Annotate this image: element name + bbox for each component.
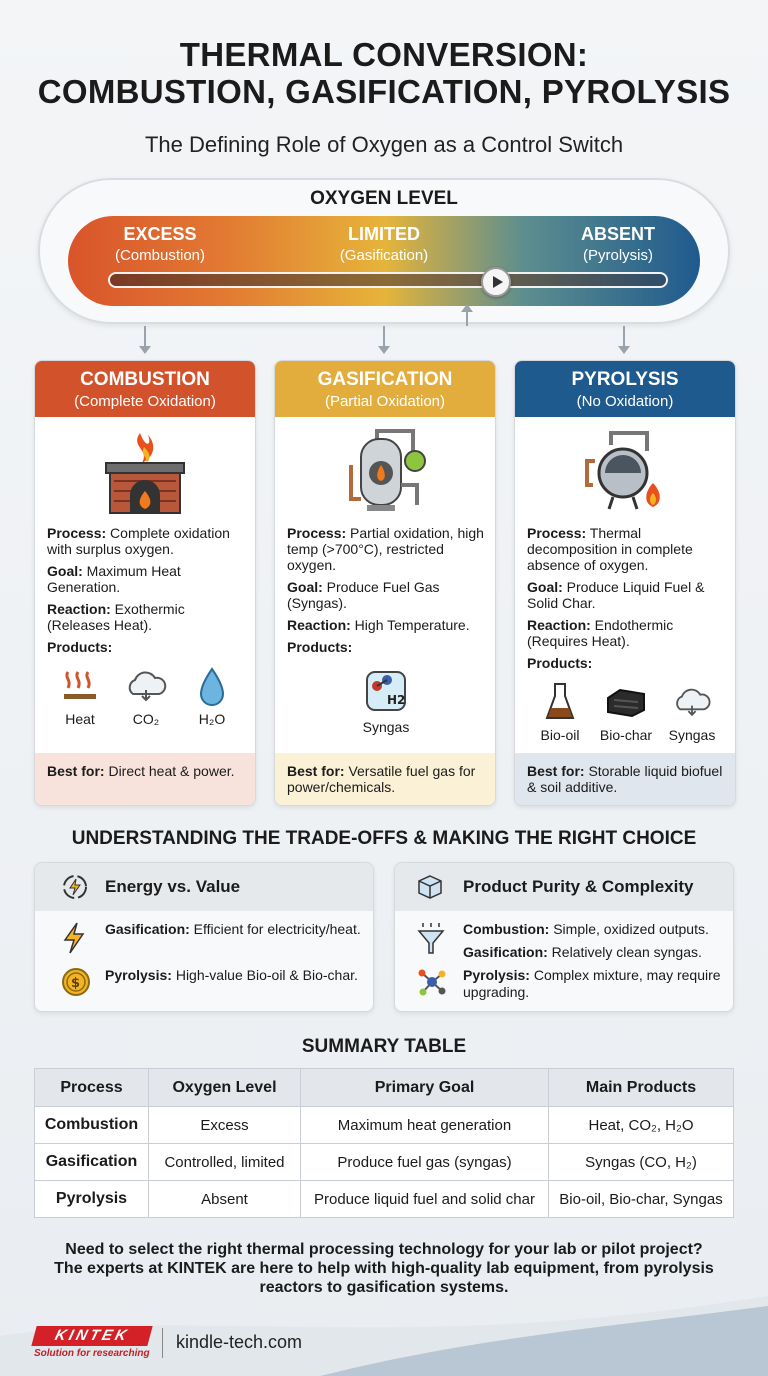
table-cell: Bio-oil, Bio-char, Syngas <box>549 1181 734 1218</box>
product-syngas: H2 Syngas <box>341 665 431 735</box>
combustion-card-body: Process: Complete oxidation with surplus oxygen. Goal: Maximum Heat Generation. Reaction: Exothermic (Releases Heat). Products: Heat CO₂ H₂O <box>35 525 255 727</box>
filter-funnel-icon <box>417 921 447 959</box>
combustion-card <box>34 360 256 806</box>
charcoal-icon <box>593 681 659 723</box>
product-syngas: Syngas <box>659 681 725 743</box>
arrow-down-icon <box>383 326 385 352</box>
table-cell: Produce liquid fuel and solid char <box>301 1181 549 1218</box>
pyrolysis-card-header: PYROLYSIS (No Oxidation) <box>515 361 735 417</box>
table-cell: Syngas (CO, H₂) <box>549 1144 734 1181</box>
pyrolysis-best-for: Best for: Storable liquid biofuel & soil additive. <box>515 753 735 805</box>
gas-canister-icon <box>341 665 431 715</box>
oxygen-limited-label: LIMITED (Gasification) <box>339 224 429 264</box>
dollar-coin-icon <box>61 967 91 1001</box>
water-drop-icon <box>179 665 245 707</box>
arrow-down-icon <box>144 326 146 352</box>
product-bio-oil: Bio-oil <box>527 681 593 743</box>
column-header: Oxygen Level <box>149 1069 301 1107</box>
heat-waves-icon <box>47 665 113 707</box>
column-header: Primary Goal <box>301 1069 549 1107</box>
table-cell: Maximum heat generation <box>301 1107 549 1144</box>
energy-row-pyrolysis: $ Pyrolysis: High-value Bio-oil & Bio-char. <box>35 967 373 1001</box>
purity-row-pyrolysis: Pyrolysis: Complex mixture, may require upgrading. <box>395 967 733 1001</box>
lightning-icon <box>61 921 91 959</box>
cube-icon <box>417 874 447 900</box>
footer-divider <box>162 1328 163 1358</box>
product-purity-header: Product Purity & Complexity <box>395 863 733 911</box>
gasification-best-for: Best for: Versatile fuel gas for power/chemicals. <box>275 753 495 805</box>
energy-vs-value-box <box>34 862 374 1012</box>
arrow-down-icon <box>623 326 625 352</box>
column-header: Main Products <box>549 1069 734 1107</box>
purity-row-combustion: Combustion: Simple, oxidized outputs. Gasification: Relatively clean syngas. <box>395 921 733 961</box>
cloud-icon <box>113 665 179 707</box>
website-link[interactable]: kindle-tech.com <box>176 1332 303 1352</box>
table-cell: Heat, CO₂, H₂O <box>549 1107 734 1144</box>
table-cell: Excess <box>149 1107 301 1144</box>
molecule-icon <box>417 967 447 1001</box>
table-row <box>35 1107 734 1144</box>
flask-icon <box>527 681 593 723</box>
oxygen-slider-knob[interactable] <box>481 267 511 297</box>
oxygen-level-title: OXYGEN LEVEL <box>310 188 458 209</box>
table-cell: Pyrolysis <box>35 1181 149 1218</box>
product-h2o: H₂O <box>179 665 245 727</box>
table-row <box>35 1181 734 1218</box>
energy-row-gasification: Gasification: Efficient for electricity/heat. <box>35 921 373 959</box>
page-title: THERMAL CONVERSION: COMBUSTION, GASIFICATION, PYROLYSIS <box>37 36 731 110</box>
summary-table <box>34 1068 734 1218</box>
cloud-icon <box>659 681 725 723</box>
product-purity-box <box>394 862 734 1012</box>
pyrolysis-reactor-icon <box>515 417 735 525</box>
table-cell: Produce fuel gas (syngas) <box>301 1144 549 1181</box>
summary-table-title: SUMMARY TABLE <box>301 1036 467 1057</box>
table-cell: Controlled, limited <box>149 1144 301 1181</box>
oxygen-gradient-bar <box>68 216 700 306</box>
gasification-card-body: Process: Partial oxidation, high temp (>700°C), restricted oxygen. Goal: Produce Fuel Gas (Syngas). Reaction: High Temperature. Products: H2 Syngas <box>287 525 484 735</box>
energy-cycle-icon <box>61 873 91 901</box>
oxygen-absent-label: ABSENT (Pyrolysis) <box>580 224 655 264</box>
oxygen-slider-track[interactable] <box>108 272 668 288</box>
table-cell: Gasification <box>35 1144 149 1181</box>
product-co2: CO₂ <box>113 665 179 727</box>
product-bio-char: Bio-char <box>593 681 659 743</box>
table-cell: Absent <box>149 1181 301 1218</box>
combustion-card-header: COMBUSTION (Complete Oxidation) <box>35 361 255 417</box>
oxygen-excess-label: EXCESS (Combustion) <box>114 224 206 264</box>
fireplace-icon <box>35 417 255 525</box>
oxygen-level-panel <box>38 178 730 324</box>
energy-vs-value-header: Energy vs. Value <box>35 863 373 911</box>
gasification-card <box>274 360 496 806</box>
pyrolysis-card <box>514 360 736 806</box>
page-subtitle: The Defining Role of Oxygen as a Control Switch <box>144 132 624 157</box>
product-heat: Heat <box>47 665 113 727</box>
call-to-action: Need to select the right thermal processing technology for your lab or pilot project? The experts at KINTEK are here to help with high-quality lab equipment, from pyrolysis reactors to gasification systems. <box>54 1241 714 1296</box>
summary-header-row <box>35 1069 734 1107</box>
svg-text:H2: H2 <box>387 693 406 707</box>
kintek-logo[interactable]: KINTEK Solution for researching <box>34 1326 150 1359</box>
table-cell: Combustion <box>35 1107 149 1144</box>
pyrolysis-card-body: Process: Thermal decomposition in complete absence of oxygen. Goal: Produce Liquid Fuel & Solid Char. Reaction: Endothermic (Requires Heat). Products: Bio-oil Bio-char Syngas <box>515 525 735 743</box>
gasification-card-header: GASIFICATION (Partial Oxidation) <box>275 361 495 417</box>
gasifier-reactor-icon <box>275 417 495 525</box>
tradeoffs-heading: UNDERSTANDING THE TRADE-OFFS & MAKING THE RIGHT CHOICE <box>71 828 697 849</box>
svg-text:$: $ <box>71 976 81 991</box>
table-row <box>35 1144 734 1181</box>
arrow-up-icon <box>466 308 468 326</box>
combustion-best-for: Best for: Direct heat & power. <box>35 753 255 805</box>
column-header: Process <box>35 1069 149 1107</box>
